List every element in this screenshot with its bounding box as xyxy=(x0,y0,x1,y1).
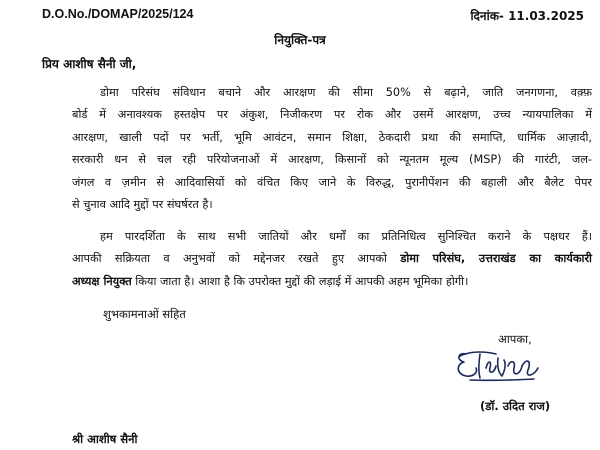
letter-subject: नियुक्ति-पत्र xyxy=(274,33,326,47)
closing-greeting: शुभकामनाओं सहित xyxy=(103,307,186,321)
paragraph-text: आपकी सक्रियता व अनुभवों को मद्देनजर रखते हुए आपको xyxy=(72,252,401,266)
paragraph-line xyxy=(72,271,592,293)
paragraph-line: आरक्षण, खाली पदों पर भर्ती, भूमि आवंटन, समान शिक्षा, ठेकदारी प्रथा की समाप्ति, धार्मिक आज़ादी, xyxy=(72,130,592,144)
appointment-position: अध्यक्ष नियुक्त xyxy=(72,274,132,288)
paragraph-objectives xyxy=(72,82,592,216)
signatory-name: (डॉ. उदित राज) xyxy=(480,399,551,413)
paragraph-text: किया जाता है। आशा है कि उपरोक्त मुद्दों की लड़ाई में आपकी अहम भूमिका होगी। xyxy=(131,274,469,288)
paragraph-line: सरकारी धन से चल रही परियोजनाओं में आरक्षण, किसानों को न्यूनतम मूल्य (MSP) की गारंटी, जल- xyxy=(72,153,592,167)
appointment-organization: डोमा परिसंघ, उत्तराखंड का कार्यकारी xyxy=(400,252,592,266)
handwritten-signature xyxy=(452,346,542,384)
paragraph-line: जंगल व ज़मीन से आदिवासियों को वंचित किए जाने के विरुद्ध, पुरानीपेंशन की बहाली और बैलेट पेपर xyxy=(72,175,592,189)
paragraph-appointment xyxy=(72,226,592,293)
paragraph-line xyxy=(72,248,592,270)
recipient-name: श्री आशीष सैनी xyxy=(72,432,138,446)
letter-date: दिनांक- 11.03.2025 xyxy=(470,9,584,23)
paragraph-line: हम पारदर्शिता के साथ सभी जातियों और धर्मों का प्रतिनिधित्व सुनिश्चित कराने के पक्षधर हैं। xyxy=(100,230,592,243)
salutation: प्रिय आशीष सैनी जी, xyxy=(42,57,137,71)
paragraph-line: बोर्ड में अनावश्यक हस्तक्षेप पर अंकुश, निजीकरण पर रोक और उसमें आरक्षण, उच्च न्यायपालिका में xyxy=(72,108,592,122)
reference-number: D.O.No./DOMAP/2025/124 xyxy=(42,7,194,21)
paragraph-line: डोमा परिसंघ संविधान बचाने और आरक्षण की सीमा 50% से बढ़ाने, जाति जनगणना, वक़्फ़ xyxy=(100,86,592,99)
paragraph-line: से चुनाव आदि मुद्दों पर संघर्षरत है। xyxy=(72,198,213,212)
yours-line: आपका, xyxy=(498,332,532,346)
